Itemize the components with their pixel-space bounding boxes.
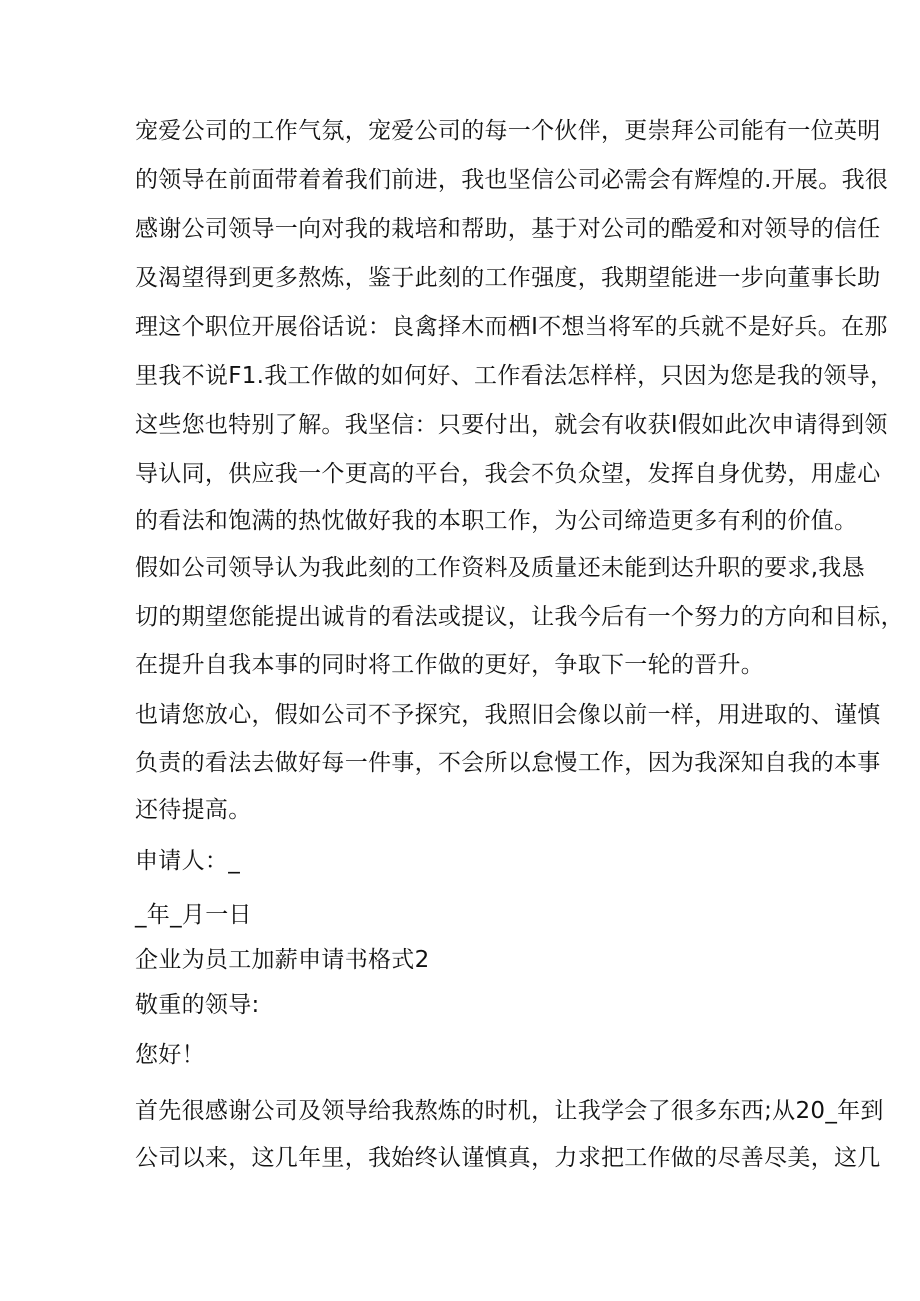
greeting: 您好！ bbox=[135, 1042, 205, 1068]
paragraph-2-line-1: 假如公司领导认为我此刻的工作资料及质量还未能到达升职的要求,我恳 bbox=[135, 555, 865, 581]
paragraph-1-line-1: 宠爱公司的工作气氛，宠爱公司的每一个伙伴，更崇拜公司能有一位英明 bbox=[135, 118, 881, 144]
salutation: 敬重的领导: bbox=[135, 992, 260, 1018]
paragraph-4-line-1: 首先很感谢公司及领导给我熬炼的时机，让我学会了很多东西;从20_年到 bbox=[135, 1098, 884, 1124]
paragraph-1-line-7: 这些您也特别了解。我坚信：只要付出，就会有收获I假如此次申请得到领 bbox=[135, 412, 888, 438]
paragraph-2-line-2: 切的期望您能提出诚肯的看法或提议，让我今后有一个努力的方向和目标， bbox=[135, 604, 904, 630]
paragraph-3-line-2: 负责的看法去做好每一件事，不会所以怠慢工作，因为我深知自我的本事 bbox=[135, 750, 881, 776]
paragraph-2-line-3: 在提升自我本事的同时将工作做的更好，争取下一轮的晋升。 bbox=[135, 652, 765, 678]
paragraph-1-line-6: 里我不说F1.我工作做的如何好、工作看法怎样样，只因为您是我的领导， bbox=[135, 363, 894, 389]
paragraph-1-line-4: 及渴望得到更多熬炼，鉴于此刻的工作强度，我期望能进一步向董事长助 bbox=[135, 265, 881, 291]
paragraph-1-line-8: 导认同，供应我一个更高的平台，我会不负众望，发挥自身优势，用虚心 bbox=[135, 461, 881, 487]
date-line: _年_月一日 bbox=[135, 902, 252, 928]
paragraph-3-line-3: 还待提高。 bbox=[135, 797, 252, 823]
paragraph-1-line-3: 感谢公司领导一向对我的栽培和帮助，基于对公司的酷爱和对领导的信任 bbox=[135, 216, 881, 242]
paragraph-1-line-9: 的看法和饱满的热忱做好我的本职工作，为公司缔造更多有利的价值。 bbox=[135, 508, 858, 534]
applicant-line: 申请人：_ bbox=[135, 848, 240, 874]
paragraph-4-line-2: 公司以来，这几年里，我始终认谨慎真，力求把工作做的尽善尽美，这几 bbox=[135, 1145, 881, 1171]
section-title: 企业为员工加薪申请书格式2 bbox=[135, 947, 430, 973]
paragraph-1-line-2: 的领导在前面带着着我们前进，我也坚信公司必需会有辉煌的.开展。我很 bbox=[135, 167, 889, 193]
paragraph-1-line-5: 理这个职位开展俗话说：良禽择木而栖I不想当将军的兵就不是好兵。在那 bbox=[135, 314, 888, 340]
paragraph-3-line-1: 也请您放心，假如公司不予探究，我照旧会像以前一样，用进取的、谨慎 bbox=[135, 702, 881, 728]
